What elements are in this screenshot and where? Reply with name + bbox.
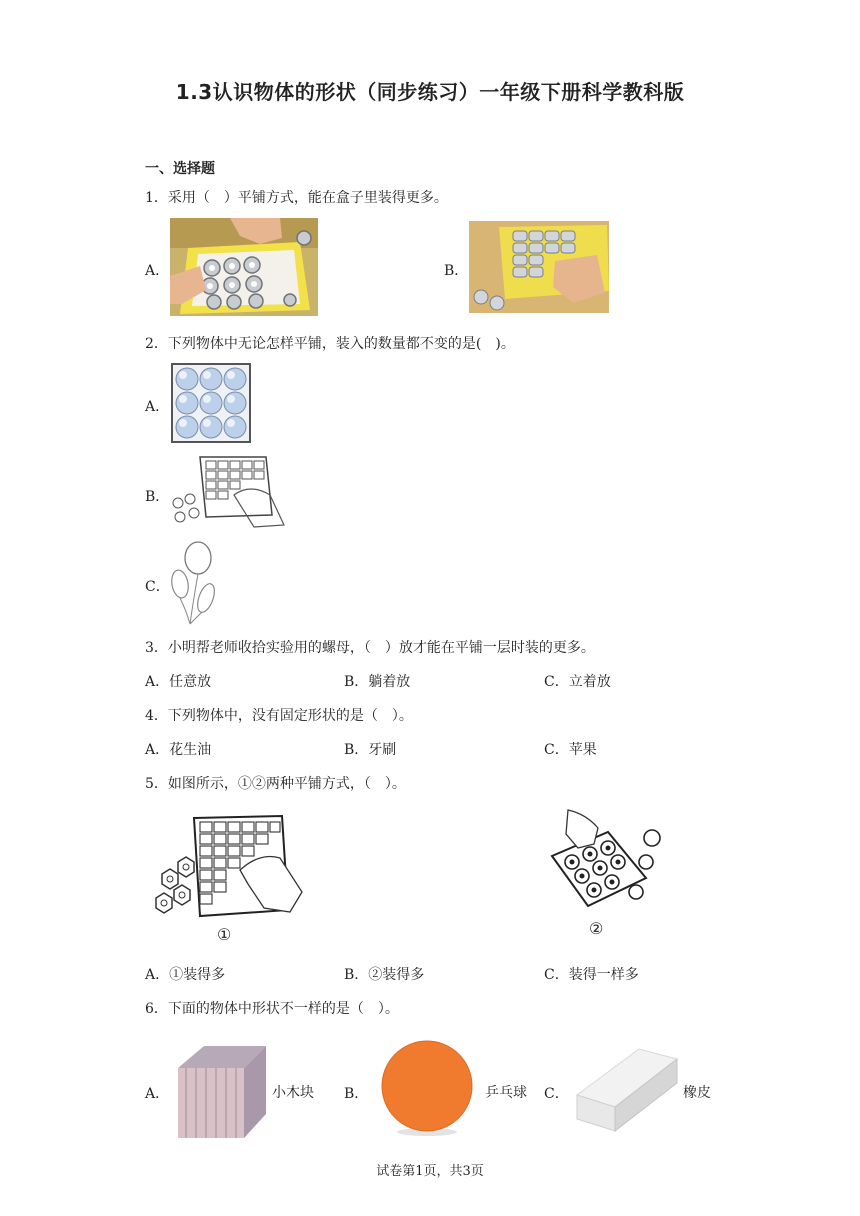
q6-caption-b: 乒乓球 — [485, 1085, 527, 1101]
q5-option-c[interactable]: C．装得一样多 — [544, 967, 639, 983]
q1-option-a-image — [170, 218, 318, 316]
question-1-text: 1．采用（ ）平铺方式，能在盒子里装得更多。 — [145, 190, 448, 206]
q5-option-b[interactable]: B．②装得多 — [344, 967, 425, 983]
q5-figure-1-label: ① — [217, 925, 232, 944]
q4-option-a[interactable]: A．花生油 — [145, 742, 212, 758]
section-heading: 一、选择题 — [145, 161, 215, 177]
page-footer: 试卷第1页，共3页 — [376, 1164, 484, 1179]
q1-option-b-label[interactable]: B． — [444, 263, 469, 279]
question-5-text: 5．如图所示，①②两种平铺方式，（ ）。 — [145, 776, 406, 792]
q6-caption-c: 橡皮 — [683, 1085, 711, 1101]
q6-option-b-image — [380, 1036, 476, 1138]
q3-option-a[interactable]: A．任意放 — [145, 674, 212, 690]
q2-option-c-image — [170, 540, 220, 626]
q6-option-a-image — [174, 1042, 270, 1140]
question-2-text: 2．下列物体中无论怎样平铺，装入的数量都不变的是( )。 — [145, 336, 515, 352]
q2-option-c-label[interactable]: C． — [145, 579, 170, 595]
question-3-text: 3．小明帮老师收拾实验用的螺母，（ ）放才能在平铺一层时装的更多。 — [145, 640, 595, 656]
q2-option-b-label[interactable]: B． — [145, 489, 170, 505]
q3-option-b[interactable]: B．躺着放 — [344, 674, 411, 690]
q1-option-a-label[interactable]: A． — [145, 263, 170, 279]
q2-option-b-image — [170, 455, 286, 531]
q6-option-c-image — [571, 1045, 681, 1137]
q6-option-b-label[interactable]: B． — [344, 1086, 369, 1102]
q5-option-a[interactable]: A．①装得多 — [145, 967, 226, 983]
q6-option-a-label[interactable]: A． — [145, 1086, 170, 1102]
question-4-text: 4．下列物体中，没有固定形状的是（ ）。 — [145, 708, 413, 724]
q5-figure-1 — [152, 812, 308, 924]
q4-option-b[interactable]: B．牙刷 — [344, 742, 397, 758]
q5-figure-2 — [538, 808, 670, 918]
q4-option-c[interactable]: C．苹果 — [544, 742, 597, 758]
page-title: 1.3认识物体的形状（同步练习）一年级下册科学教科版 — [175, 80, 685, 104]
q2-option-a-image — [170, 362, 252, 444]
question-6-text: 6．下面的物体中形状不一样的是（ ）。 — [145, 1001, 399, 1017]
q6-caption-a: 小木块 — [272, 1085, 314, 1101]
q5-figure-2-label: ② — [589, 919, 604, 938]
q3-option-c[interactable]: C．立着放 — [544, 674, 611, 690]
q6-option-c-label[interactable]: C． — [544, 1086, 569, 1102]
q1-option-b-image — [469, 221, 609, 313]
q2-option-a-label[interactable]: A． — [145, 399, 170, 415]
